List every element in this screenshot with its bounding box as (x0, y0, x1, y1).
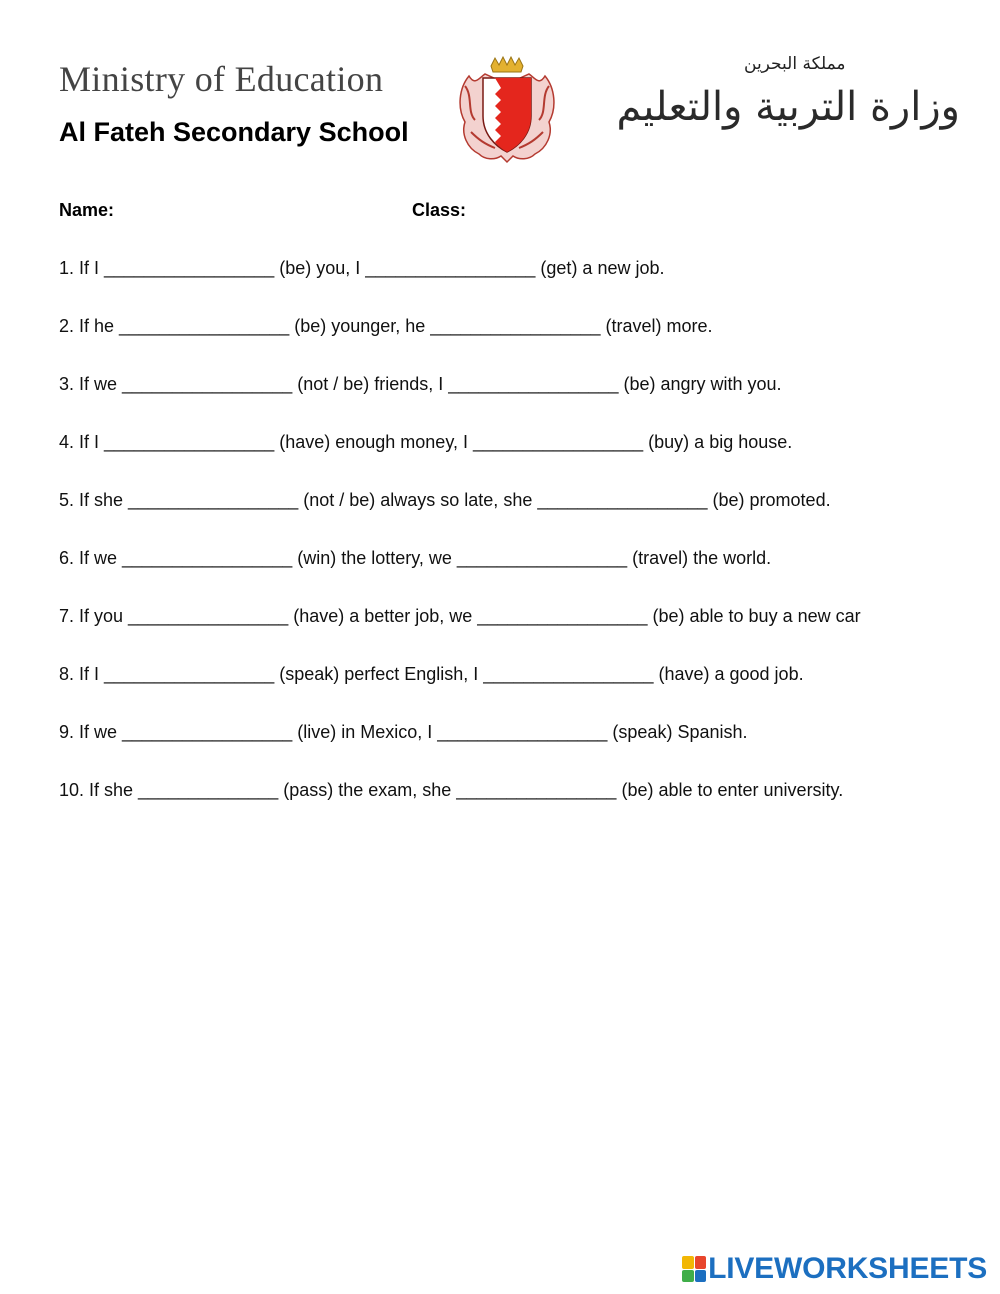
question-9: 9. If we _________________ (live) in Mexico, I _________________ (speak) Spanish. (59, 722, 748, 742)
question-8: 8. If I _________________ (speak) perfect English, I _________________ (have) a good job. (59, 664, 804, 684)
arabic-kingdom-text: مملكة البحرين (744, 54, 846, 74)
class-label: Class: (412, 200, 467, 220)
question-10: 10. If she ______________ (pass) the exam, she ________________ (be) able to enter university. (59, 780, 844, 800)
question-3: 3. If we _________________ (not / be) friends, I _________________ (be) angry with you. (59, 374, 782, 394)
name-label: Name: (59, 200, 115, 220)
question-5: 5. If she _________________ (not / be) always so late, she _________________ (be) promoted. (59, 490, 831, 510)
liveworksheets-brand: LIVEWORKSHEETS (708, 1252, 987, 1285)
ministry-title: Ministry of Education (59, 59, 384, 99)
question-7: 7. If you ________________ (have) a better job, we _________________ (be) able to buy a new car (59, 606, 861, 626)
school-name: Al Fateh Secondary School (59, 117, 409, 147)
question-4: 4. If I _________________ (have) enough money, I _________________ (buy) a big house. (59, 432, 793, 452)
liveworksheets-footer (682, 1252, 987, 1286)
arabic-ministry-text: وزارة التربية والتعليم (616, 84, 960, 130)
coat-of-arms-emblem (455, 56, 559, 164)
question-6: 6. If we _________________ (win) the lottery, we _________________ (travel) the world. (59, 548, 772, 568)
liveworksheets-logo-icon (682, 1256, 706, 1282)
question-1: 1. If I _________________ (be) you, I _________________ (get) a new job. (59, 258, 665, 278)
question-2: 2. If he _________________ (be) younger, he _________________ (travel) more. (59, 316, 713, 336)
